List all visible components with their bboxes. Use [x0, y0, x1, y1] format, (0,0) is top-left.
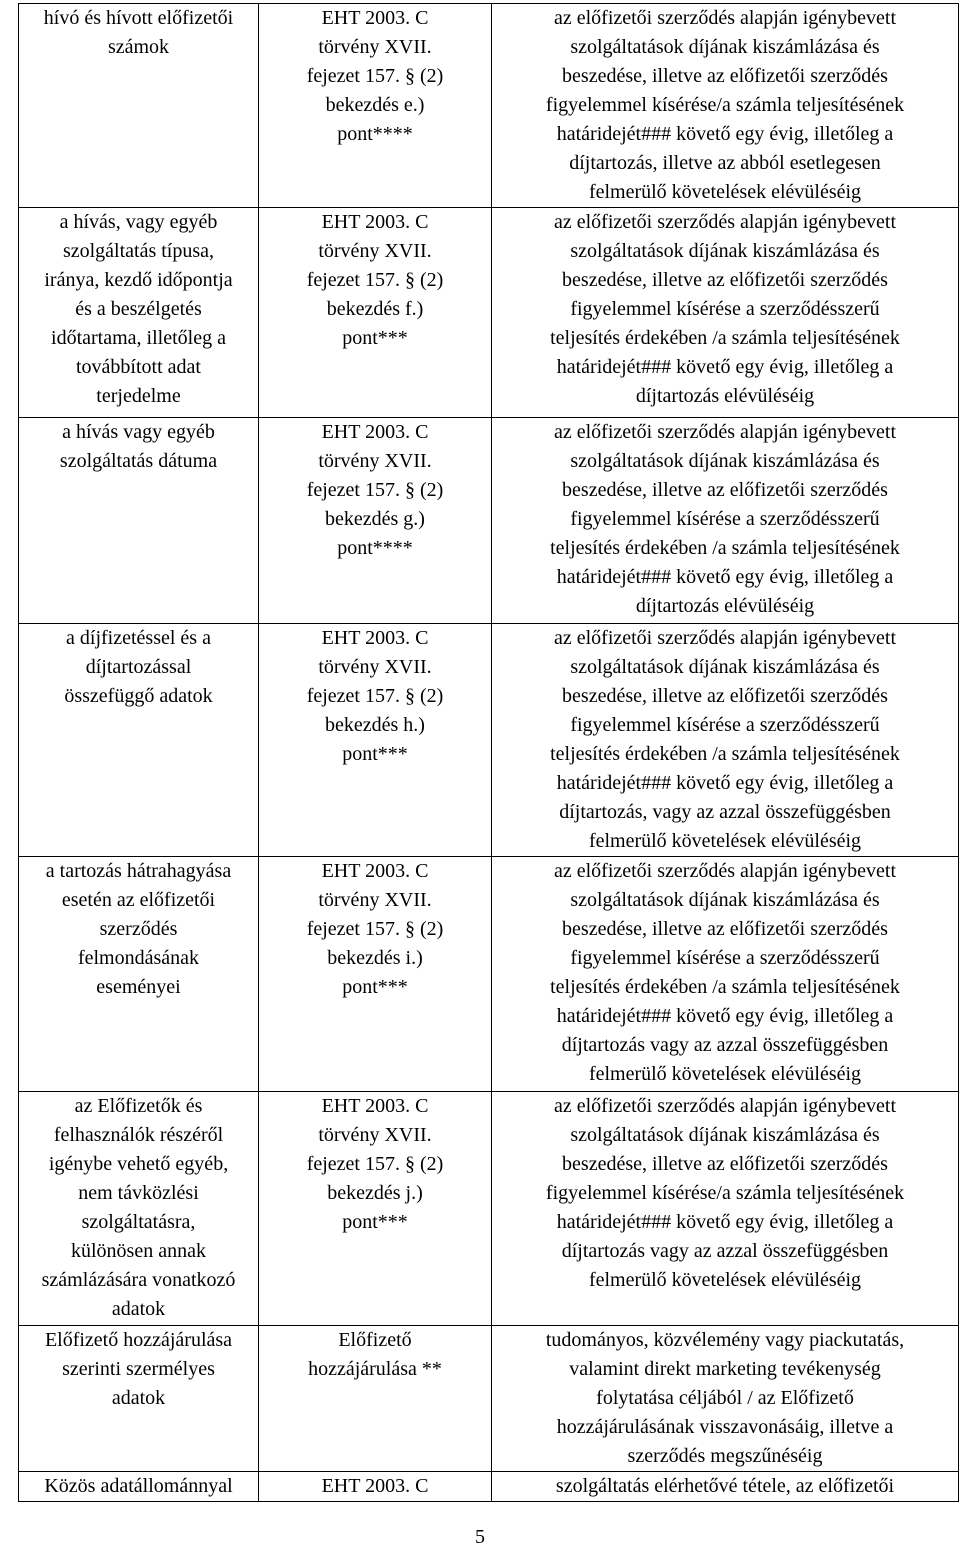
legal-basis-text: EHT 2003. C törvény XVII. fejezet 157. § (2) bekezdés h.) pont***	[306, 627, 444, 765]
legal-basis-cell	[259, 4, 492, 208]
data-type-text: Közös adatállománnyal	[44, 1475, 233, 1497]
purpose-cell	[492, 208, 959, 418]
legal-basis-text: EHT 2003. C	[321, 1475, 429, 1497]
data-type-cell	[19, 4, 259, 208]
data-type-text: a díjfizetéssel és a díjtartozással összefüggő adatok	[64, 627, 213, 707]
table-row	[19, 4, 959, 208]
data-retention-table	[18, 3, 959, 1502]
legal-basis-text: EHT 2003. C törvény XVII. fejezet 157. § (2) bekezdés g.) pont****	[306, 421, 444, 559]
page-number: 5	[475, 1526, 485, 1548]
legal-basis-cell	[259, 418, 492, 624]
legal-basis-text: EHT 2003. C törvény XVII. fejezet 157. § (2) bekezdés i.) pont***	[306, 860, 444, 998]
legal-basis-cell	[259, 1326, 492, 1472]
purpose-text: az előfizetői szerződés alapján igénybevett szolgáltatások díjának kiszámlázása és beszedése, illetve az előfizetői szerződés figyelemmel kísérése a szerződésszerű teljesítés érdekében /a számla teljesítésének határidejét### követő egy évig, illetőleg a díjtartozás elévüléséig	[550, 421, 900, 617]
data-type-text: Előfizető hozzájárulása szerinti szermélyes adatok	[44, 1329, 233, 1409]
purpose-text: az előfizetői szerződés alapján igénybevett szolgáltatások díjának kiszámlázása és beszedése, illetve az előfizetői szerződés figyelemmel kísérése a szerződésszerű teljesítés érdekében /a számla teljesítésének határidejét### követő egy évig, illetőleg a díjtartozás elévüléséig	[550, 211, 900, 407]
data-type-cell	[19, 624, 259, 857]
table-row	[19, 624, 959, 857]
legal-basis-text: Előfizető hozzájárulása **	[308, 1329, 442, 1380]
purpose-cell	[492, 1472, 959, 1502]
table-row	[19, 418, 959, 624]
purpose-cell	[492, 4, 959, 208]
table-row	[19, 1092, 959, 1326]
legal-basis-cell	[259, 1092, 492, 1326]
data-type-cell	[19, 1092, 259, 1326]
table-row	[19, 208, 959, 418]
table-row	[19, 1326, 959, 1472]
data-type-text: a tartozás hátrahagyása esetén az előfizetői szerződés felmondásának eseményei	[45, 860, 232, 998]
purpose-cell	[492, 418, 959, 624]
data-type-cell	[19, 418, 259, 624]
purpose-text: az előfizetői szerződés alapján igénybevett szolgáltatások díjának kiszámlázása és beszedése, illetve az előfizetői szerződés figyelemmel kísérése a szerződésszerű teljesítés érdekében /a számla teljesítésének határidejét### követő egy évig, illetőleg a díjtartozás vagy az azzal összefüggésben felmerülő követelések elévüléséig	[550, 860, 900, 1085]
purpose-cell	[492, 1092, 959, 1326]
purpose-cell	[492, 624, 959, 857]
purpose-text: tudományos, közvélemény vagy piackutatás, valamint direkt marketing tevékenység folytatása céljából / az Előfizető hozzájárulásának visszavonásáig, illetve a szerződés megszűnéséig	[545, 1329, 905, 1467]
table-row	[19, 1472, 959, 1502]
legal-basis-text: EHT 2003. C törvény XVII. fejezet 157. § (2) bekezdés e.) pont****	[306, 7, 444, 145]
legal-basis-cell	[259, 624, 492, 857]
data-type-cell	[19, 1326, 259, 1472]
purpose-cell	[492, 857, 959, 1092]
legal-basis-text: EHT 2003. C törvény XVII. fejezet 157. § (2) bekezdés j.) pont***	[306, 1095, 444, 1233]
purpose-text: az előfizetői szerződés alapján igénybevett szolgáltatások díjának kiszámlázása és beszedése, illetve az előfizetői szerződés figyelemmel kísérése/a számla teljesítésének határidejét### követő egy évig, illetőleg a díjtartozás, illetve az abból esetlegesen felmerülő követelések elévüléséig	[545, 7, 905, 203]
legal-basis-text: EHT 2003. C törvény XVII. fejezet 157. § (2) bekezdés f.) pont***	[306, 211, 444, 349]
purpose-text: az előfizetői szerződés alapján igénybevett szolgáltatások díjának kiszámlázása és beszedése, illetve az előfizetői szerződés figyelemmel kísérése/a számla teljesítésének határidejét### követő egy évig, illetőleg a díjtartozás vagy az azzal összefüggésben felmerülő követelések elévüléséig	[545, 1095, 905, 1291]
data-type-cell	[19, 208, 259, 418]
data-type-cell	[19, 857, 259, 1092]
purpose-cell	[492, 1326, 959, 1472]
legal-basis-cell	[259, 1472, 492, 1502]
legal-basis-cell	[259, 208, 492, 418]
legal-basis-cell	[259, 857, 492, 1092]
data-type-text: az Előfizetők és felhasználók részéről igénybe vehető egyéb, nem távközlési szolgáltatásra, különösen annak számlázására vonatkozó adatok	[41, 1095, 236, 1320]
purpose-text: az előfizetői szerződés alapján igénybevett szolgáltatások díjának kiszámlázása és beszedése, illetve az előfizetői szerződés figyelemmel kísérése a szerződésszerű teljesítés érdekében /a számla teljesítésének határidejét### követő egy évig, illetőleg a díjtartozás, vagy az azzal összefüggésben felmerülő követelések elévüléséig	[550, 627, 900, 852]
purpose-text: szolgáltatás elérhetővé tétele, az előfizetői	[555, 1475, 895, 1497]
table-row	[19, 857, 959, 1092]
data-type-text: hívó és hívott előfizetői számok	[43, 7, 234, 58]
data-type-text: a hívás vagy egyéb szolgáltatás dátuma	[59, 421, 218, 472]
data-type-text: a hívás, vagy egyéb szolgáltatás típusa, iránya, kezdő időpontja és a beszélgetés időtartama, illetőleg a továbbított adat terjedelme	[44, 211, 233, 407]
data-type-cell	[19, 1472, 259, 1502]
